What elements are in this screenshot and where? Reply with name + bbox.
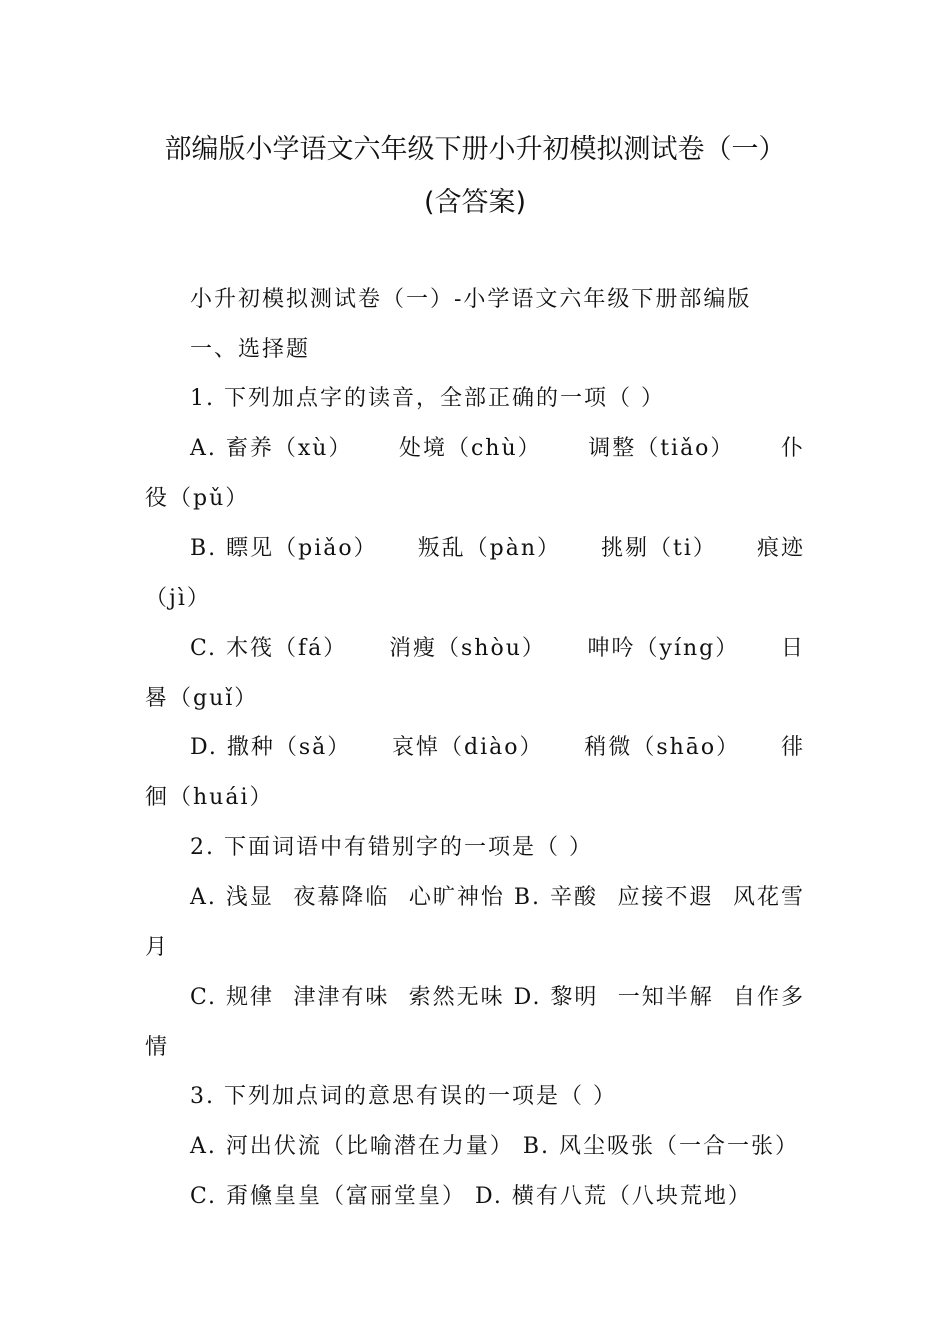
- question-2-options-cd-continued: 情: [145, 1035, 170, 1060]
- question-2-options-ab-continued: 月: [145, 935, 170, 960]
- question-1-option-c-continued: 晷（guǐ）: [145, 686, 259, 711]
- option-item: 叛乱（pàn）: [417, 536, 562, 561]
- question-1-option-d: [190, 733, 805, 763]
- option-item: 稍微（shāo）: [584, 735, 741, 760]
- question-1-option-d-continued: 徊（huái）: [145, 785, 274, 810]
- option-item: C. 木筏（fá）: [190, 636, 348, 661]
- option-item: D. 撒种（sǎ）: [190, 735, 352, 760]
- option-item: 呻吟（yíng）: [587, 636, 740, 661]
- option-item: 应接不遐: [617, 885, 714, 910]
- option-item: 哀悼（diào）: [392, 735, 544, 760]
- question-1-stem: 1. 下列加点字的读音，全部正确的一项（ ）: [190, 386, 665, 411]
- option-item: 仆: [780, 436, 805, 461]
- question-2-options-cd: [190, 983, 805, 1013]
- question-2-stem: 2. 下面词语中有错别字的一项是（ ）: [190, 835, 593, 860]
- document-title-line-1: 部编版小学语文六年级下册小升初模拟测试卷（一）: [164, 134, 786, 165]
- section-heading: 一、选择题: [190, 337, 311, 362]
- option-item: 处境（chù）: [398, 436, 542, 461]
- question-3-options-ab: A. 河出伏流（比喻潜在力量） B. 风尘吸张（一合一张）: [190, 1134, 800, 1159]
- question-1-option-b-continued: （jì）: [145, 586, 211, 611]
- option-item: A. 浅显: [190, 885, 274, 910]
- question-1-option-c: [190, 634, 805, 664]
- option-item: 夜幕降临: [293, 885, 390, 910]
- question-3-stem: 3. 下列加点词的意思有误的一项是（ ）: [190, 1084, 617, 1109]
- option-item: 日: [780, 636, 805, 661]
- option-item: 痕迹: [756, 536, 805, 561]
- option-item: 津津有味: [293, 985, 390, 1010]
- option-item: A. 畜养（xù）: [190, 436, 353, 461]
- option-item: 挑剔（ti）: [601, 536, 717, 561]
- question-1-option-a-continued: 役（pǔ）: [145, 486, 250, 511]
- document-subtitle: 小升初模拟测试卷（一）-小学语文六年级下册部编版: [190, 287, 752, 312]
- question-2-options-ab: [190, 883, 805, 913]
- option-item: 风花雪: [732, 885, 805, 910]
- option-item: 心旷神怡 B. 辛酸: [408, 885, 598, 910]
- question-1-option-a: [190, 434, 805, 464]
- option-item: 调整（tiǎo）: [588, 436, 735, 461]
- question-1-option-b: [190, 534, 805, 564]
- option-item: C. 规律: [190, 985, 275, 1010]
- option-item: B. 瞟见（piǎo）: [190, 536, 378, 561]
- option-item: 徘: [780, 735, 805, 760]
- option-item: 索然无味 D. 黎明: [408, 985, 599, 1010]
- document-title-line-2: (含答案): [423, 187, 527, 218]
- option-item: 一知半解: [617, 985, 714, 1010]
- option-item: 自作多: [732, 985, 805, 1010]
- question-3-options-cd: C. 甭儵皇皇（富丽堂皇） D. 横有八荒（八块荒地）: [190, 1184, 752, 1209]
- option-item: 消瘦（shòu）: [388, 636, 546, 661]
